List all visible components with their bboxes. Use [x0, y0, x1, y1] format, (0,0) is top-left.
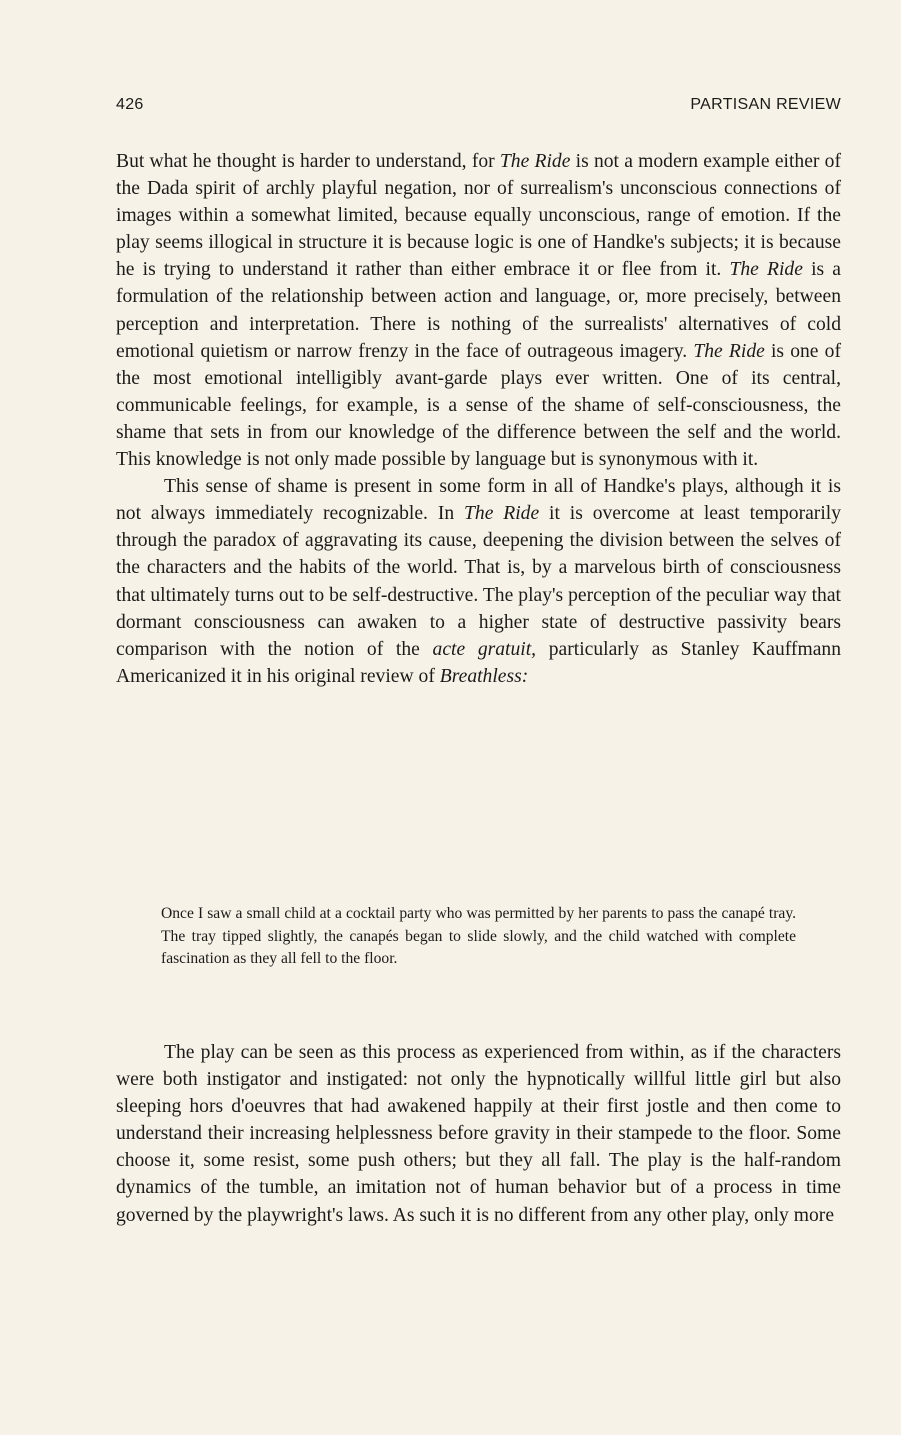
block-quote: Once I saw a small child at a cocktail party who was permitted by her parents to pass the canapé tray. The tray tipped slightly, the canapés began to slide slowly, and the child watched with complete fascination as they all fell to the floor.: [161, 905, 796, 967]
body-text-lower: [116, 1039, 841, 1229]
paragraph: The play can be seen as this process as experienced from within, as if the characters were both instigator and instigated: not only the hypnotically willful little girl but also sleeping hors d'oeuvres that had awakened happily at their first jostle and then come to understand their increasing helplessness before gravity in their stampede to the floor. Some choose it, some resist, some push others; but they all fall. The play is the half-random dynamics of the tumble, an imitation not of human behavior but of a process in time governed by the playwright's laws. As such it is no different from any other play, only more: [116, 1042, 841, 1226]
paragraph: This sense of shame is present in some form in all of Handke's plays, although it is not always immediately recognizable. In The Ride it is overcome at least temporarily through the paradox of aggravating its cause, deepening the division between the selves of the characters and the habits of the world. That is, by a marvelous birth of consciousness that ultimately turns out to be self-destructive. The play's perception of the peculiar way that dormant consciousness can awaken to a higher state of destructive passivity bears comparison with the notion of the acte gratuit, particularly as Stanley Kauffmann Americanized it in his original review of Breathless:: [116, 476, 841, 687]
page-number: 426: [116, 96, 144, 113]
italic-title: Breathless:: [439, 665, 529, 687]
paragraph: But what he thought is harder to understand, for The Ride is not a modern example either of the Dada spirit of archly playful negation, nor of surrealism's unconscious connections of images within a somewhat limited, because equally unconscious, range of emotion. If the play seems illogical in structure it is because logic is one of Handke's subjects; it is because he is trying to understand it rather than either embrace it or flee from it. The Ride is a formulation of the relationship between action and language, or, more precisely, between perception and interpretation. There is nothing of the surrealists' alternatives of cold emotional quietism or narrow frenzy in the face of outrageous imagery. The Ride is one of the most emotional intelligibly avant-garde plays ever written. One of its central, communicable feelings, for example, is a sense of the shame of self-consciousness, the shame that sets in from our knowledge of the difference between the self and the world. This knowledge is not only made possible by language but is synonymous with it.: [116, 151, 841, 471]
journal-title: PARTISAN REVIEW: [690, 96, 841, 113]
italic-phrase: acte gratuit,: [432, 638, 537, 660]
running-head: [116, 96, 841, 120]
italic-title: The Ride: [729, 259, 803, 281]
italic-title: The Ride: [499, 151, 571, 172]
italic-title: The Ride: [693, 340, 765, 362]
italic-title: The Ride: [464, 503, 540, 525]
body-text-upper: [116, 148, 841, 690]
